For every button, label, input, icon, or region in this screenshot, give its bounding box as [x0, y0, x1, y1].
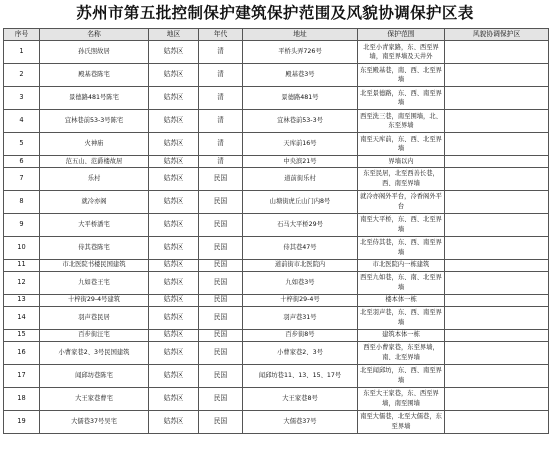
cell-district: 姑苏区 — [149, 133, 199, 156]
cell-district: 姑苏区 — [149, 341, 199, 364]
cell-name: 范五山、范爵楼故居 — [40, 156, 149, 168]
cell-buffer-zone — [445, 213, 549, 236]
cell-protection-scope: 北至小青家路，东、西至界墙，南至界墙及天井外 — [358, 41, 445, 64]
cell-number: 9 — [4, 213, 40, 236]
cell-protection-scope: 西至小曹家巷，东至界墙，南、北至界墙 — [358, 341, 445, 364]
cell-protection-scope: 建筑本体一栋 — [358, 329, 445, 341]
cell-era: 民国 — [199, 341, 243, 364]
cell-district: 姑苏区 — [149, 387, 199, 410]
cell-era: 清 — [199, 41, 243, 64]
cell-number: 14 — [4, 306, 40, 329]
cell-protection-scope: 市北医院内一栋建筑 — [358, 259, 445, 271]
cell-buffer-zone — [445, 271, 549, 294]
cell-buffer-zone — [445, 156, 549, 168]
header-address: 地址 — [243, 29, 358, 41]
cell-address: 天库前16号 — [243, 133, 358, 156]
cell-address: 殿基巷3号 — [243, 64, 358, 87]
header-district: 地区 — [149, 29, 199, 41]
cell-district: 姑苏区 — [149, 259, 199, 271]
cell-district: 姑苏区 — [149, 64, 199, 87]
table-row — [4, 87, 549, 110]
cell-buffer-zone — [445, 64, 549, 87]
cell-name: 殿基巷陈宅 — [40, 64, 149, 87]
table-row — [4, 294, 549, 306]
cell-district: 姑苏区 — [149, 167, 199, 190]
cell-buffer-zone — [445, 110, 549, 133]
cell-buffer-zone — [445, 306, 549, 329]
cell-era: 民国 — [199, 213, 243, 236]
cell-address: 大王家巷8号 — [243, 387, 358, 410]
cell-address: 小曹家巷2、3号 — [243, 341, 358, 364]
cell-protection-scope: 北至景德路，东、西、南至界墙 — [358, 87, 445, 110]
cell-district: 姑苏区 — [149, 364, 199, 387]
cell-buffer-zone — [445, 259, 549, 271]
table-row — [4, 236, 549, 259]
cell-era: 清 — [199, 156, 243, 168]
cell-buffer-zone — [445, 294, 549, 306]
cell-number: 18 — [4, 387, 40, 410]
cell-address: 道前街市北医院内 — [243, 259, 358, 271]
cell-protection-scope: 南至大儒巷，北至大儒巷，东至界墙 — [358, 410, 445, 433]
cell-buffer-zone — [445, 190, 549, 213]
cell-protection-scope: 南至天库前，东、西、北至界墙 — [358, 133, 445, 156]
cell-protection-scope: 北至侍其巷，东、西、南至界墙 — [358, 236, 445, 259]
cell-district: 姑苏区 — [149, 271, 199, 294]
cell-buffer-zone — [445, 341, 549, 364]
cell-address: 道前街乐村 — [243, 167, 358, 190]
cell-buffer-zone — [445, 364, 549, 387]
cell-name: 大儒巷37号吴宅 — [40, 410, 149, 433]
cell-address: 侍其巷47号 — [243, 236, 358, 259]
cell-name: 火神庙 — [40, 133, 149, 156]
cell-name: 乐村 — [40, 167, 149, 190]
cell-protection-scope: 西至九如巷，东、南、北至界墙 — [358, 271, 445, 294]
cell-name: 闻邱坊巷陈宅 — [40, 364, 149, 387]
header-buffer-zone: 风貌协调保护区 — [445, 29, 549, 41]
table-row — [4, 329, 549, 341]
table-row — [4, 410, 549, 433]
protection-table — [3, 28, 549, 434]
table-row — [4, 213, 549, 236]
cell-buffer-zone — [445, 133, 549, 156]
cell-number: 13 — [4, 294, 40, 306]
cell-name: 景德路481号陈宅 — [40, 87, 149, 110]
cell-number: 19 — [4, 410, 40, 433]
cell-number: 17 — [4, 364, 40, 387]
table-row — [4, 41, 549, 64]
cell-district: 姑苏区 — [149, 329, 199, 341]
cell-district: 姑苏区 — [149, 410, 199, 433]
cell-name: 百步街汪宅 — [40, 329, 149, 341]
cell-buffer-zone — [445, 41, 549, 64]
table-row — [4, 364, 549, 387]
cell-era: 民国 — [199, 306, 243, 329]
table-row — [4, 167, 549, 190]
table-row — [4, 110, 549, 133]
cell-protection-scope: 界墙以内 — [358, 156, 445, 168]
cell-era: 民国 — [199, 387, 243, 410]
cell-address: 大儒巷37号 — [243, 410, 358, 433]
table-row — [4, 271, 549, 294]
cell-number: 3 — [4, 87, 40, 110]
cell-name: 侍其巷陈宅 — [40, 236, 149, 259]
cell-number: 7 — [4, 167, 40, 190]
cell-buffer-zone — [445, 387, 549, 410]
cell-address: 九如巷3号 — [243, 271, 358, 294]
cell-name: 九如巷王宅 — [40, 271, 149, 294]
cell-buffer-zone — [445, 87, 549, 110]
cell-address: 山塘街虎丘山门内8号 — [243, 190, 358, 213]
cell-era: 民国 — [199, 329, 243, 341]
cell-address: 石马大平桥29号 — [243, 213, 358, 236]
cell-name: 市北医院书楼民国建筑 — [40, 259, 149, 271]
cell-name: 宜林巷前53-3号陈宅 — [40, 110, 149, 133]
table-row — [4, 259, 549, 271]
table-row — [4, 156, 549, 168]
cell-era: 民国 — [199, 271, 243, 294]
table-row — [4, 306, 549, 329]
header-number: 序号 — [4, 29, 40, 41]
cell-number: 8 — [4, 190, 40, 213]
cell-address: 平桥头弄726号 — [243, 41, 358, 64]
cell-buffer-zone — [445, 167, 549, 190]
table-row — [4, 64, 549, 87]
cell-era: 民国 — [199, 410, 243, 433]
cell-protection-scope: 北至闻邱坊，东、西、南至界墙 — [358, 364, 445, 387]
cell-era: 清 — [199, 110, 243, 133]
cell-number: 15 — [4, 329, 40, 341]
cell-name: 小曹家巷2、3号民国建筑 — [40, 341, 149, 364]
cell-name: 大王家巷曹宅 — [40, 387, 149, 410]
cell-number: 10 — [4, 236, 40, 259]
cell-era: 民国 — [199, 259, 243, 271]
cell-buffer-zone — [445, 236, 549, 259]
header-era: 年代 — [199, 29, 243, 41]
cell-district: 姑苏区 — [149, 87, 199, 110]
table-row — [4, 190, 549, 213]
cell-era: 清 — [199, 64, 243, 87]
cell-district: 姑苏区 — [149, 110, 199, 133]
cell-name: 就冷亦阁 — [40, 190, 149, 213]
cell-name: 孙氏照故居 — [40, 41, 149, 64]
cell-number: 5 — [4, 133, 40, 156]
document-title: 苏州市第五批控制保护建筑保护范围及风貌协调保护区表 — [76, 3, 474, 22]
cell-district: 姑苏区 — [149, 306, 199, 329]
cell-number: 1 — [4, 41, 40, 64]
table-row — [4, 387, 549, 410]
cell-era: 清 — [199, 87, 243, 110]
cell-era: 民国 — [199, 294, 243, 306]
cell-number: 12 — [4, 271, 40, 294]
cell-address: 闻邱坊巷11、13、15、17号 — [243, 364, 358, 387]
cell-address: 景德路481号 — [243, 87, 358, 110]
cell-number: 11 — [4, 259, 40, 271]
cell-number: 6 — [4, 156, 40, 168]
table-row — [4, 133, 549, 156]
cell-district: 姑苏区 — [149, 236, 199, 259]
cell-protection-scope: 西至洗三巷，南至围墙，北、东至界墙 — [358, 110, 445, 133]
cell-address: 中央滨21号 — [243, 156, 358, 168]
cell-number: 16 — [4, 341, 40, 364]
cell-buffer-zone — [445, 410, 549, 433]
cell-protection-scope: 北至羽声巷，东、西、南至界墙 — [358, 306, 445, 329]
cell-name: 大平桥潘宅 — [40, 213, 149, 236]
cell-protection-scope: 南至大平桥，东、西、北至界墙 — [358, 213, 445, 236]
header-protection-scope: 保护范围 — [358, 29, 445, 41]
cell-number: 2 — [4, 64, 40, 87]
cell-era: 清 — [199, 133, 243, 156]
cell-era: 民国 — [199, 190, 243, 213]
cell-protection-scope: 楼本体一栋 — [358, 294, 445, 306]
cell-district: 姑苏区 — [149, 294, 199, 306]
cell-address: 百步街8号 — [243, 329, 358, 341]
cell-number: 4 — [4, 110, 40, 133]
table-header-row — [4, 29, 549, 41]
table-row — [4, 341, 549, 364]
cell-district: 姑苏区 — [149, 156, 199, 168]
cell-era: 民国 — [199, 364, 243, 387]
cell-address: 宜林巷前53-3号 — [243, 110, 358, 133]
cell-district: 姑苏区 — [149, 41, 199, 64]
cell-address: 十梓街29-4号 — [243, 294, 358, 306]
cell-era: 民国 — [199, 167, 243, 190]
cell-protection-scope: 东至大王家巷，东、西至界墙，南至围墙 — [358, 387, 445, 410]
cell-protection-scope: 就冷亦阁外平台，冷香阁外平台 — [358, 190, 445, 213]
cell-protection-scope: 东至民居，北至西善长巷，西、南至界墙 — [358, 167, 445, 190]
cell-district: 姑苏区 — [149, 213, 199, 236]
cell-buffer-zone — [445, 329, 549, 341]
header-name: 名称 — [40, 29, 149, 41]
cell-district: 姑苏区 — [149, 190, 199, 213]
cell-name: 羽声巷民居 — [40, 306, 149, 329]
cell-address: 羽声巷31号 — [243, 306, 358, 329]
cell-protection-scope: 东至殿基巷，南、西、北至界墙 — [358, 64, 445, 87]
cell-name: 十梓街29-4号建筑 — [40, 294, 149, 306]
cell-era: 民国 — [199, 236, 243, 259]
